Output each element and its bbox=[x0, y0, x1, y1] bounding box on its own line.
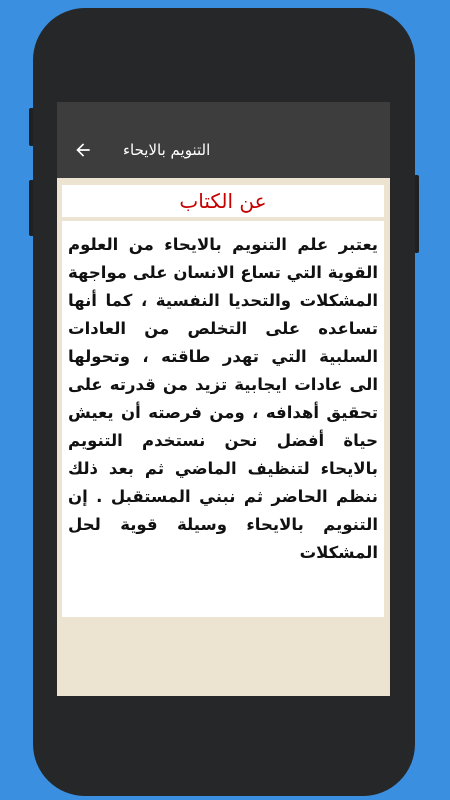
card-body-text: يعتبر علم التنويم بالايحاء من العلوم القوية التي تساع الانسان على مواجهة المشكلات والتحديا النفسية ، كما أنها تساعده على التخلص من العادات السلبية التي تهدر طاقته ، وتحولها الى عادات ايجابية تزيد من قدرته على تحقيق أهدافه ، ومن فرصته أن يعيش حياة أفضل نحن نستخدم التنويم بالايحاء لتنظيف الماضي ثم بعد ذلك ننظم الحاضر ثم نبني المستقبل . إن التنويم بالايحاء وسيلة قوية لحل المشكلات bbox=[68, 235, 378, 562]
back-button[interactable] bbox=[71, 138, 95, 162]
app-screen bbox=[57, 102, 390, 696]
arrow-left-icon bbox=[73, 140, 93, 160]
app-bar bbox=[57, 102, 390, 178]
content-card[interactable] bbox=[62, 185, 384, 617]
app-bar-title: التنويم بالايحاء bbox=[123, 141, 211, 159]
card-heading: عن الكتاب bbox=[62, 185, 384, 221]
